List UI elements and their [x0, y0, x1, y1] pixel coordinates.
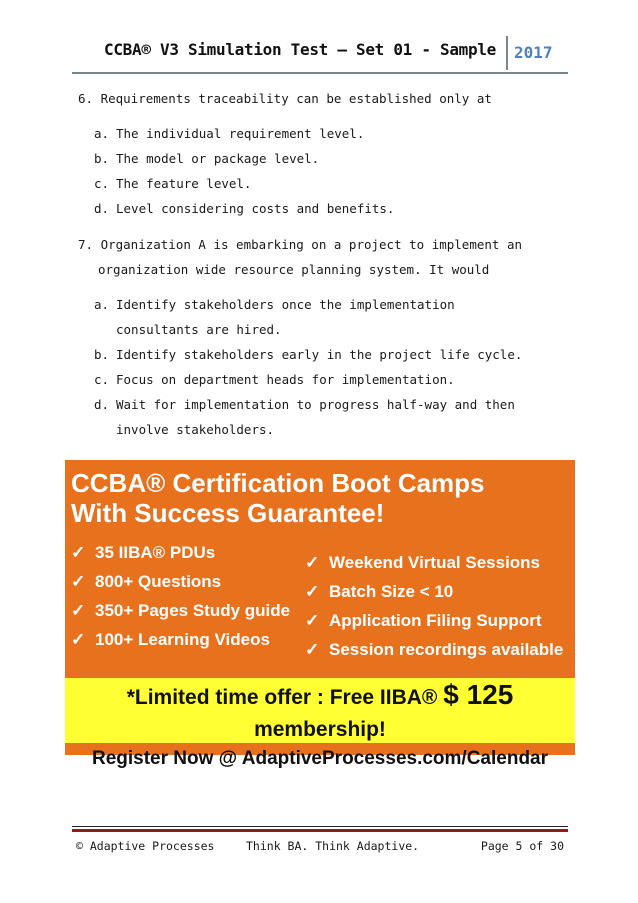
feature-item — [305, 552, 540, 574]
option-letter: a. — [94, 297, 110, 312]
check-icon: ✓ — [71, 630, 86, 649]
feature-item — [71, 542, 215, 564]
option-c — [94, 367, 528, 392]
feature-label: 350+ Pages Study guide — [95, 601, 291, 620]
option-text: The individual requirement level. — [116, 126, 365, 141]
option-text: Identify stakeholders once the implementation consultants are hired. — [116, 297, 455, 337]
check-icon: ✓ — [305, 553, 320, 572]
option-letter: c. — [94, 372, 110, 387]
option-text: Focus on department heads for implementation. — [116, 372, 455, 387]
option-a — [94, 121, 492, 146]
register-link[interactable]: Register Now @ AdaptiveProcesses.com/Calendar — [91, 748, 549, 769]
footer-page-number: Page 5 of 30 — [480, 839, 564, 853]
feature-item — [71, 571, 221, 593]
check-icon: ✓ — [71, 601, 86, 620]
option-text: The model or package level. — [116, 151, 320, 166]
option-text: Level considering costs and benefits. — [116, 201, 395, 216]
option-letter: d. — [94, 201, 110, 216]
feature-label: Session recordings available — [329, 640, 564, 659]
footer-copyright: © Adaptive Processes — [76, 839, 215, 853]
feature-label: Application Filing Support — [329, 611, 542, 630]
option-text: The feature level. — [116, 176, 252, 191]
option-text: Wait for implementation to progress half-way and then involve stakeholders. — [116, 397, 515, 437]
feature-label: 35 IIBA® PDUs — [95, 543, 216, 562]
offer-text-end: membership! — [254, 718, 386, 741]
question-6 — [78, 86, 492, 221]
feature-label: 100+ Learning Videos — [95, 630, 270, 649]
option-d — [94, 392, 528, 442]
check-icon: ✓ — [305, 640, 320, 659]
option-letter: b. — [94, 347, 110, 362]
check-icon: ✓ — [71, 543, 86, 562]
option-letter: a. — [94, 126, 110, 141]
feature-item — [71, 629, 270, 651]
offer-text: *Limited time offer : Free IIBA® — [126, 686, 438, 709]
option-c — [94, 171, 492, 196]
option-d — [94, 196, 492, 221]
check-icon: ✓ — [305, 582, 320, 601]
header-title: CCBA® V3 Simulation Test – Set 01 - Sample — [104, 40, 496, 59]
banner-title-line1: CCBA® Certification Boot Camps — [71, 468, 485, 498]
option-text: Identify stakeholders early in the project life cycle. — [116, 347, 523, 362]
feature-item — [305, 610, 541, 632]
offer-price: $ 125 — [443, 679, 514, 710]
feature-label: Batch Size < 10 — [329, 582, 454, 601]
question-stem-continued: organization wide resource planning system. It would — [98, 262, 490, 277]
option-b — [94, 342, 528, 367]
question-7 — [78, 232, 528, 442]
check-icon: ✓ — [305, 611, 320, 630]
header-year: 2017 — [506, 36, 568, 70]
option-list — [78, 292, 528, 442]
banner-title — [71, 468, 485, 528]
page-header — [72, 34, 568, 74]
option-a — [94, 292, 528, 342]
option-letter: d. — [94, 397, 110, 412]
option-list — [78, 121, 492, 221]
question-stem: 7. Organization A is embarking on a project to implement an — [78, 237, 523, 252]
feature-item — [305, 639, 563, 661]
feature-label: Weekend Virtual Sessions — [329, 553, 541, 572]
option-b — [94, 146, 492, 171]
footer-tagline: Think BA. Think Adaptive. — [246, 839, 420, 853]
feature-item — [71, 600, 290, 622]
offer-strip[interactable] — [65, 678, 575, 769]
page-footer — [72, 826, 568, 853]
offer-headline — [65, 678, 575, 746]
check-icon: ✓ — [71, 572, 86, 591]
option-letter: c. — [94, 176, 110, 191]
boot-camp-banner[interactable] — [65, 460, 575, 769]
feature-item — [305, 581, 453, 603]
banner-title-line2: With Success Guarantee! — [71, 498, 385, 528]
option-letter: b. — [94, 151, 110, 166]
footer-rule — [72, 829, 568, 832]
feature-label: 800+ Questions — [95, 572, 222, 591]
question-stem: 6. Requirements traceability can be established only at — [78, 91, 492, 106]
